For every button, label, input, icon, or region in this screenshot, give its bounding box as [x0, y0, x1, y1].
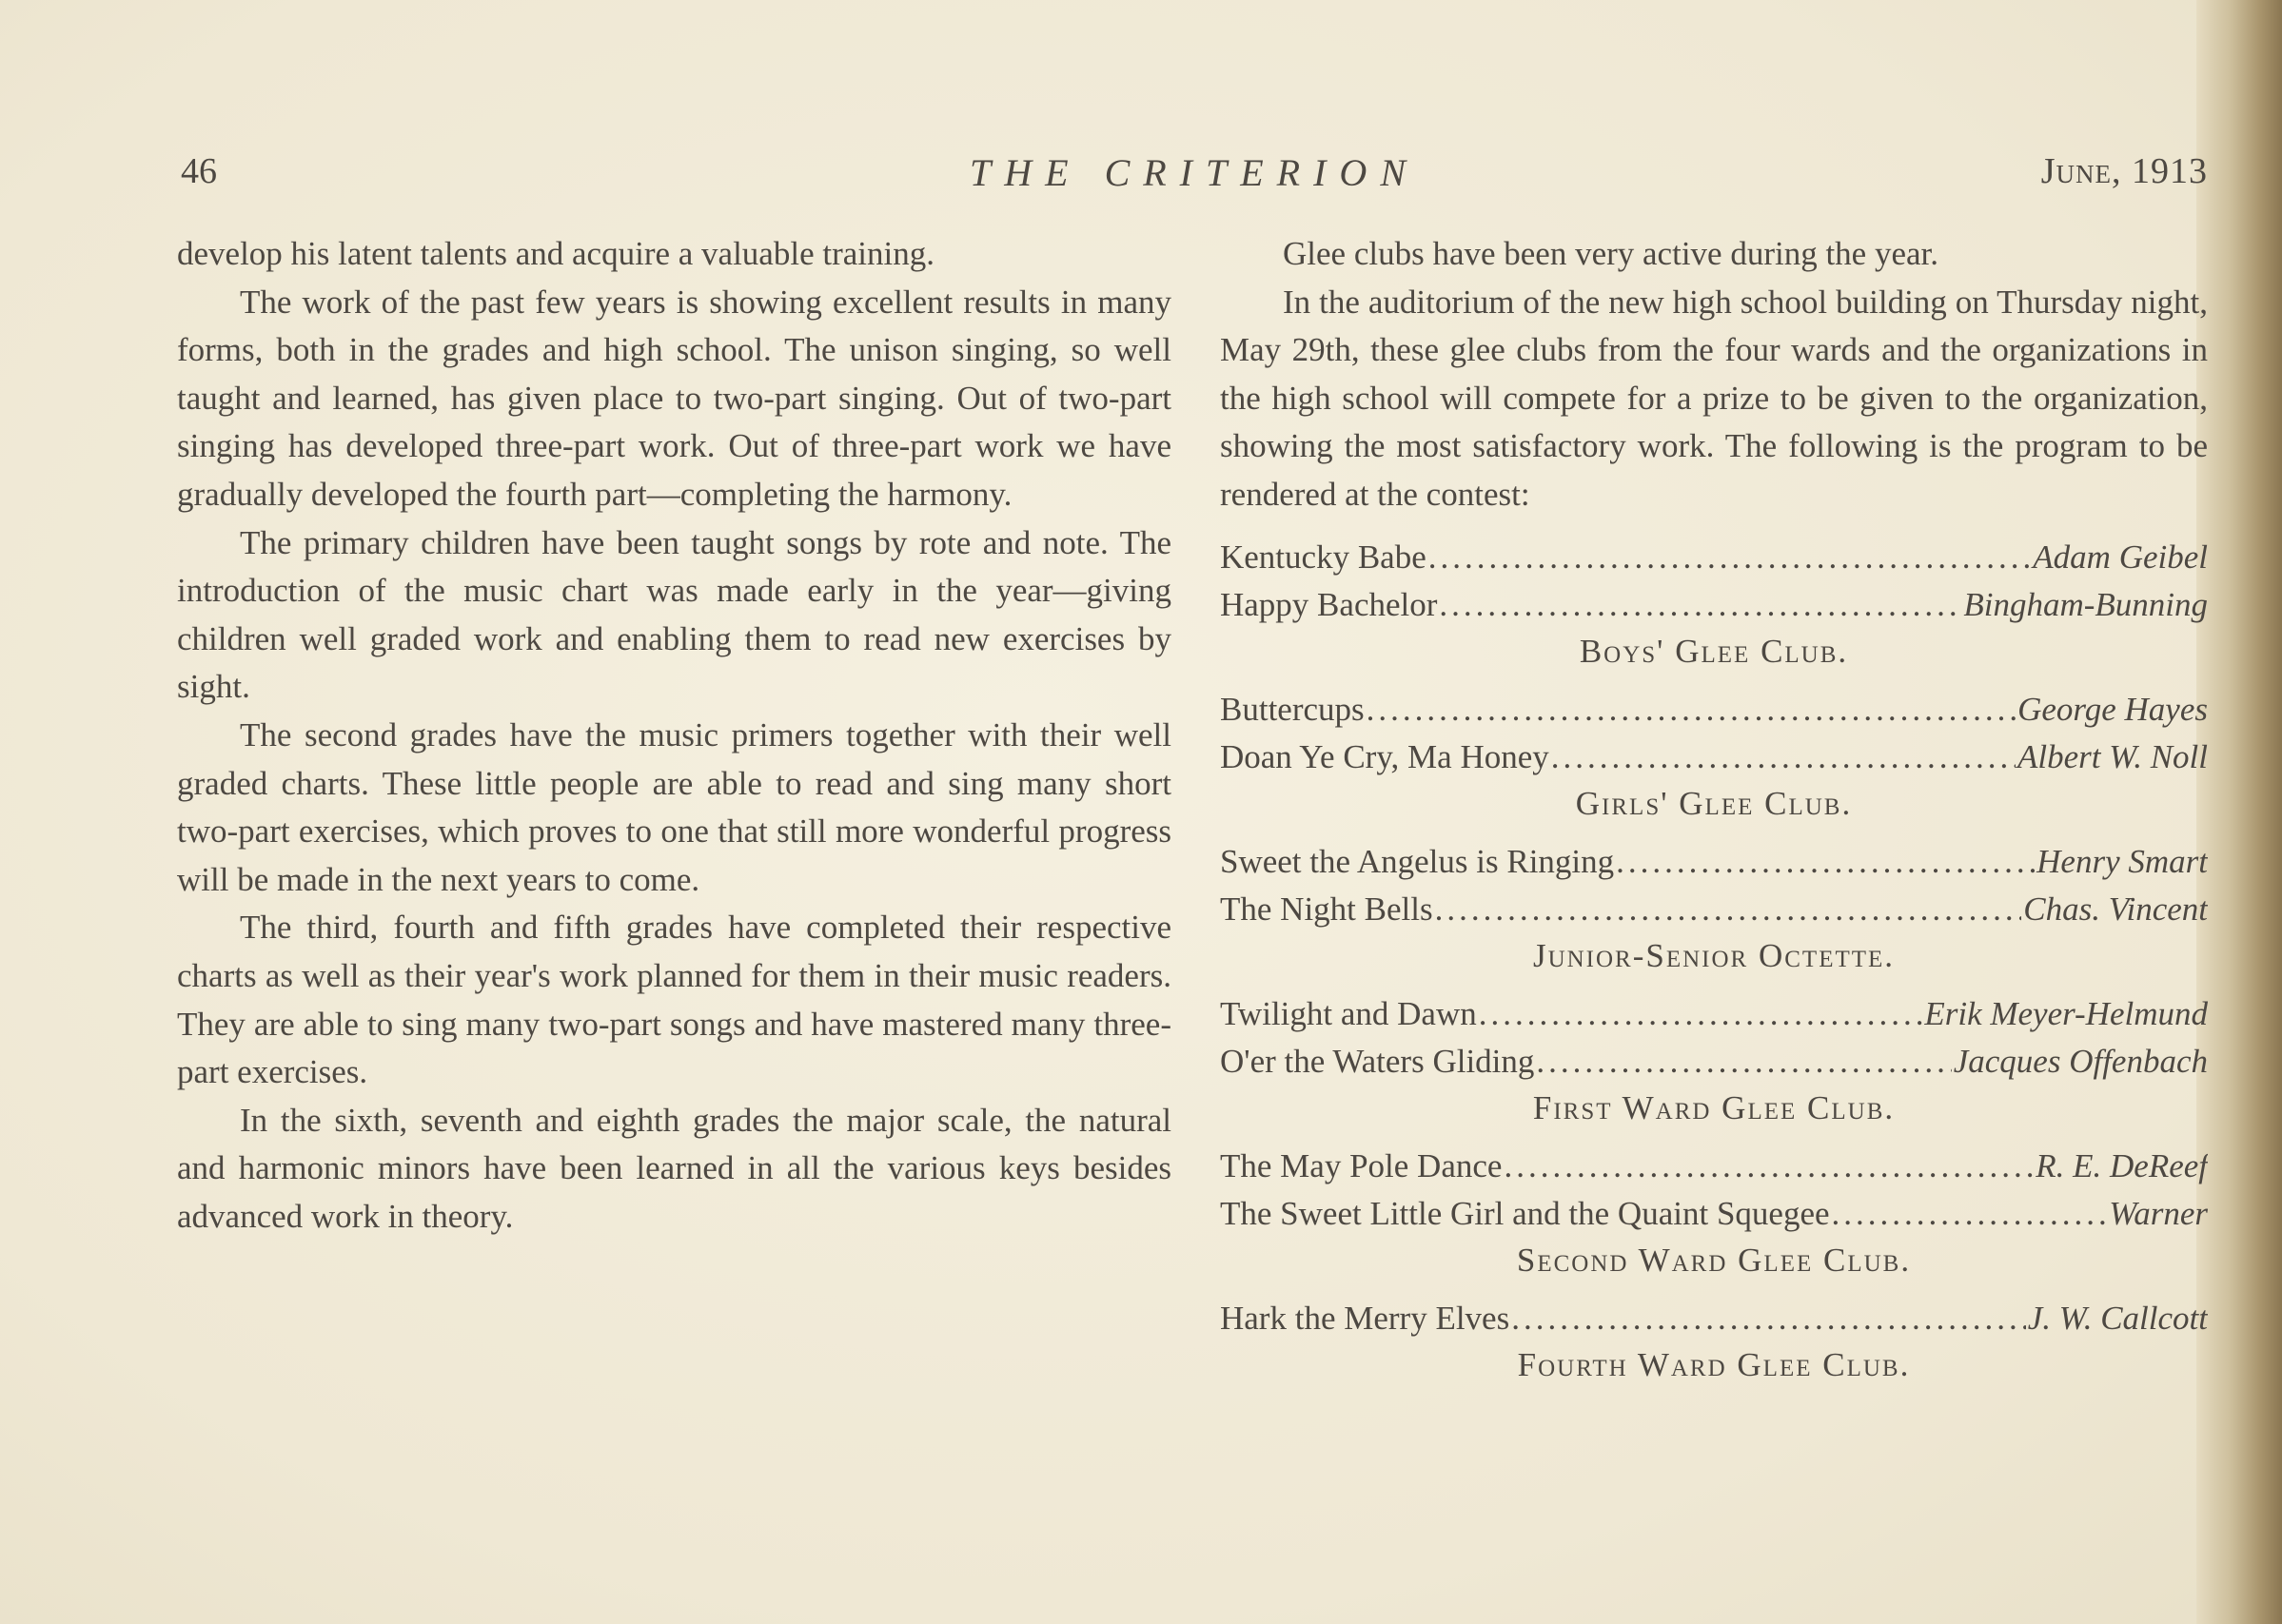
performing-group: Girls' Glee Club. — [1575, 784, 1853, 822]
song-title: The Night Bells — [1220, 890, 1433, 928]
program-entry — [1220, 1143, 2208, 1190]
issue-date: June, 1913 — [2040, 151, 2208, 191]
program-entry — [1220, 990, 2208, 1038]
paragraph: In the auditorium of the new high school building on Thursday night, May 29th, these glee clubs from the four wards and the organizations in the high school will compete for a prize to be given to the organization, showing the most satisfactory work. The following is the program to be rendered at the contest: — [1220, 283, 2208, 513]
dot-leader — [1616, 838, 2035, 886]
dot-leader — [1367, 686, 2016, 734]
composer: Warner — [2109, 1194, 2208, 1232]
composer: R. E. DeReef — [2036, 1146, 2208, 1184]
page-header — [181, 150, 2208, 207]
composer: George Hayes — [2017, 690, 2208, 728]
program-entry — [1220, 1295, 2208, 1342]
dot-leader — [1536, 1038, 1951, 1086]
program-entry — [1220, 886, 2208, 933]
program-entry — [1220, 686, 2208, 734]
performing-group: First Ward Glee Club. — [1532, 1088, 1896, 1126]
paragraph: The third, fourth and fifth grades have completed their respective charts as well as their year's work planned for them in their music readers. They are able to sing many two-part songs and have mastered many three-part exercises. — [177, 909, 1171, 1091]
program-entry — [1220, 581, 2208, 629]
song-title: The Sweet Little Girl and the Quaint Squegee — [1220, 1194, 1830, 1232]
dot-leader — [1435, 886, 2022, 933]
program-entry — [1220, 1190, 2208, 1238]
page-number: 46 — [181, 151, 217, 191]
composer: Erik Meyer-Helmund — [1924, 994, 2208, 1032]
paragraph: In the sixth, seventh and eighth grades the major scale, the natural and harmonic minors have been learned in all the various keys besides advanced work in theory. — [177, 1101, 1171, 1235]
performing-group: Fourth Ward Glee Club. — [1517, 1345, 1911, 1383]
performing-group: Junior-Senior Octette. — [1532, 936, 1896, 974]
performing-group: Boys' Glee Club. — [1579, 632, 1849, 670]
paragraph: develop his latent talents and acquire a valuable training. — [177, 235, 934, 272]
composer: Bingham-Bunning — [1963, 585, 2208, 623]
composer: J. W. Callcott — [2027, 1299, 2208, 1337]
song-title: Twilight and Dawn — [1220, 994, 1477, 1032]
song-title: Buttercups — [1220, 690, 1365, 728]
song-title: Sweet the Angelus is Ringing — [1220, 842, 1615, 880]
publication-title: THE CRITERION — [970, 151, 1419, 194]
program-entry — [1220, 838, 2208, 886]
song-title: Doan Ye Cry, Ma Honey — [1220, 737, 1549, 775]
song-title: Kentucky Babe — [1220, 538, 1426, 576]
song-title: The May Pole Dance — [1220, 1146, 1503, 1184]
program-entry — [1220, 534, 2208, 581]
book-binding-edge — [2196, 0, 2282, 1624]
song-title: Happy Bachelor — [1220, 585, 1438, 623]
dot-leader — [1504, 1143, 2034, 1190]
paragraph: The second grades have the music primers together with their well graded charts. These little people are able to read and sing many short two-part exercises, which proves to one that still more wonderful progress will be made in the next years to come. — [177, 715, 1171, 898]
left-column — [177, 230, 1171, 1241]
contest-program — [1220, 534, 2208, 1392]
right-column — [1220, 230, 2208, 1399]
dot-leader — [1551, 734, 2016, 781]
dot-leader — [1439, 581, 1961, 629]
paragraph: The primary children have been taught songs by rote and note. The introduction of the music chart was made early in the year—giving children well graded work and enabling them to read new exercises by sight. — [177, 523, 1171, 706]
dot-leader — [1832, 1190, 2108, 1238]
dot-leader — [1511, 1295, 2026, 1342]
composer: Adam Geibel — [2033, 538, 2208, 576]
dot-leader — [1479, 990, 1923, 1038]
paragraph: The work of the past few years is showing excellent results in many forms, both in the grades and high school. The unison singing, so well taught and learned, has given place to two-part singing. Out of two-part singing has developed three-part work. Out of three-part work we have gradually developed the fourth part—completing the harmony. — [177, 283, 1171, 513]
program-entry — [1220, 734, 2208, 781]
dot-leader — [1428, 534, 2032, 581]
performing-group: Second Ward Glee Club. — [1516, 1241, 1912, 1279]
song-title: Hark the Merry Elves — [1220, 1299, 1510, 1337]
composer: Jacques Offenbach — [1953, 1042, 2208, 1080]
composer: Henry Smart — [2036, 842, 2208, 880]
composer: Albert W. Noll — [2017, 737, 2208, 775]
song-title: O'er the Waters Gliding — [1220, 1042, 1535, 1080]
paragraph: Glee clubs have been very active during the year. — [1283, 235, 1939, 272]
program-entry — [1220, 1038, 2208, 1086]
composer: Chas. Vincent — [2023, 890, 2208, 928]
